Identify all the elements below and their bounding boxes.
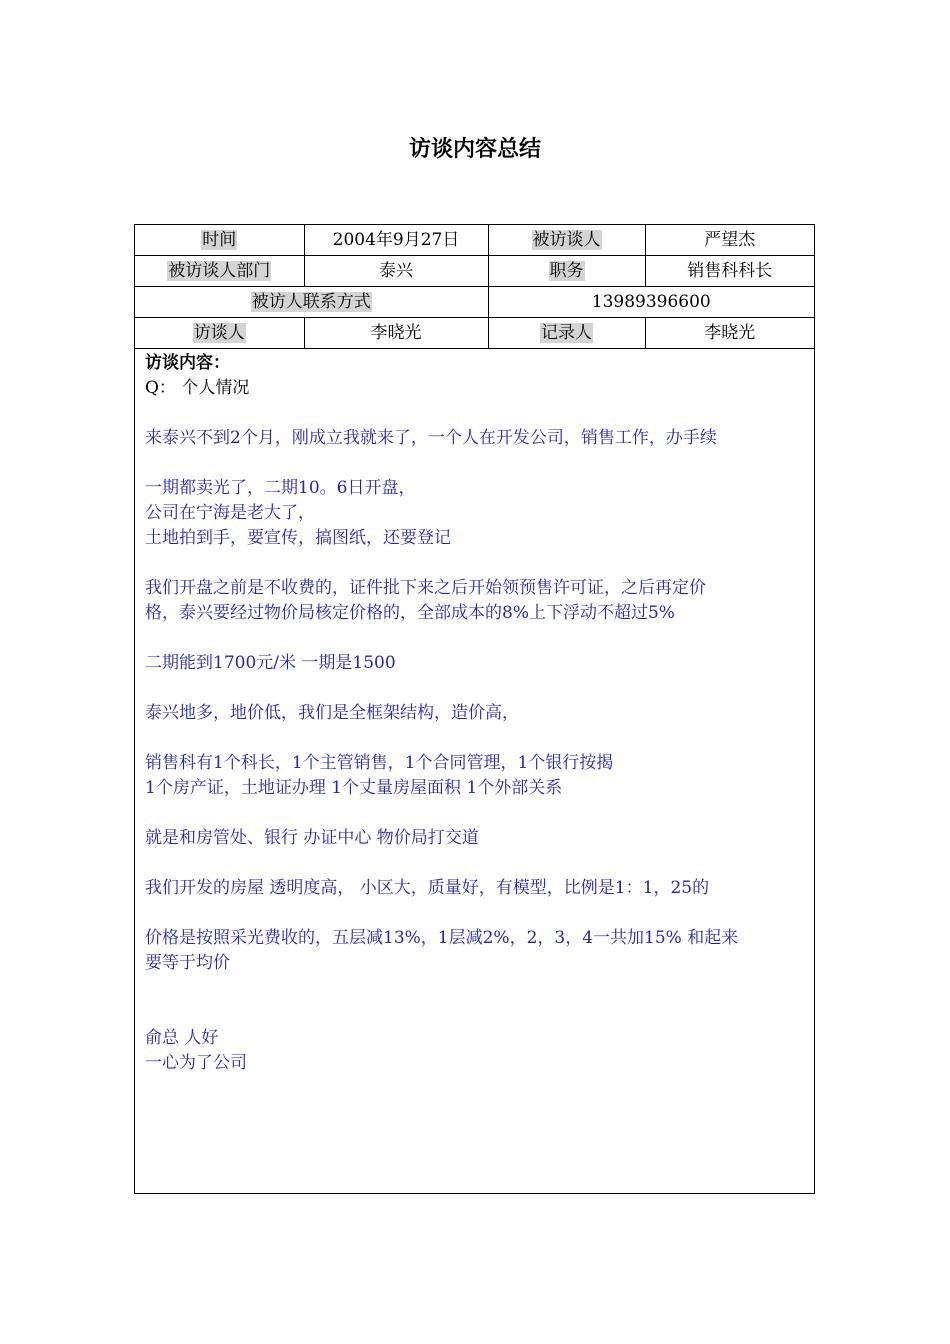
paragraph: 泰兴地多，地价低，我们是全框架结构，造价高， [145, 703, 519, 723]
paragraph: 我们开发的房屋 透明度高， 小区大，质量好，有模型，比例是1：1，25的 [145, 878, 710, 898]
recorder-label: 记录人 [541, 323, 592, 343]
interview-form [134, 224, 815, 1194]
contact-label-cell [135, 287, 488, 318]
page-title: 访谈内容总结 [408, 136, 541, 162]
paragraph: 一心为了公司 [145, 1053, 247, 1073]
table-row [135, 318, 814, 349]
paragraph: 一期都卖光了，二期10。6日开盘， [145, 478, 416, 498]
dept-label: 被访谈人部门 [168, 261, 271, 281]
contact-label: 被访人联系方式 [251, 292, 371, 312]
paragraph: 价格是按照采光费收的，五层减13%，1层减2%，2，3，4一共加15% 和起来 [145, 928, 739, 948]
dept-label-cell [135, 256, 304, 287]
recorder-label-cell [488, 318, 645, 349]
paragraph: 二期能到1700元/米 一期是1500 [145, 653, 396, 673]
table-row [135, 287, 814, 318]
paragraph: 格，泰兴要经过物价局核定价格的，全部成本的8%上下浮动不超过5% [145, 603, 675, 623]
paragraph: 土地拍到手，要宣传，搞图纸，还要登记 [145, 528, 451, 548]
question-line: Q： 个人情况 [145, 378, 250, 398]
paragraph: 来泰兴不到2个月，刚成立我就来了，一个人在开发公司，销售工作，办手续 [145, 428, 717, 448]
info-table [135, 225, 814, 349]
content-heading: 访谈内容： [145, 353, 230, 373]
paragraph: 俞总 人好 [145, 1028, 219, 1048]
time-label: 时间 [202, 230, 237, 250]
interviewee-label-cell [488, 225, 645, 256]
paragraph: 我们开盘之前是不收费的，证件批下来之后开始领预售许可证，之后再定价 [145, 578, 706, 598]
paragraph: 公司在宁海是老大了， [145, 503, 315, 523]
interviewer-label: 访谈人 [193, 323, 245, 343]
interview-content [145, 351, 810, 1076]
position-label: 职务 [549, 261, 584, 281]
table-row [135, 256, 814, 287]
contact-value: 13989396600 [488, 287, 814, 318]
position-value: 销售科科长 [645, 256, 814, 287]
interviewer-value: 李晓光 [304, 318, 488, 349]
paragraph: 就是和房管处、银行 办证中心 物价局打交道 [145, 828, 479, 848]
interviewee-value: 严望杰 [645, 225, 814, 256]
position-label-cell [488, 256, 645, 287]
paragraph: 销售科有1个科长，1个主管销售，1个合同管理，1个银行按揭 [145, 753, 614, 773]
recorder-value: 李晓光 [645, 318, 814, 349]
interviewee-label: 被访谈人 [532, 230, 601, 250]
time-value: 2004年9月27日 [304, 225, 488, 256]
table-row [135, 225, 814, 256]
paragraph: 要等于均价 [145, 953, 230, 973]
time-label-cell [135, 225, 304, 256]
interviewer-label-cell [135, 318, 304, 349]
paragraph: 1个房产证，土地证办理 1个丈量房屋面积 1个外部关系 [145, 778, 563, 798]
dept-value: 泰兴 [304, 256, 488, 287]
